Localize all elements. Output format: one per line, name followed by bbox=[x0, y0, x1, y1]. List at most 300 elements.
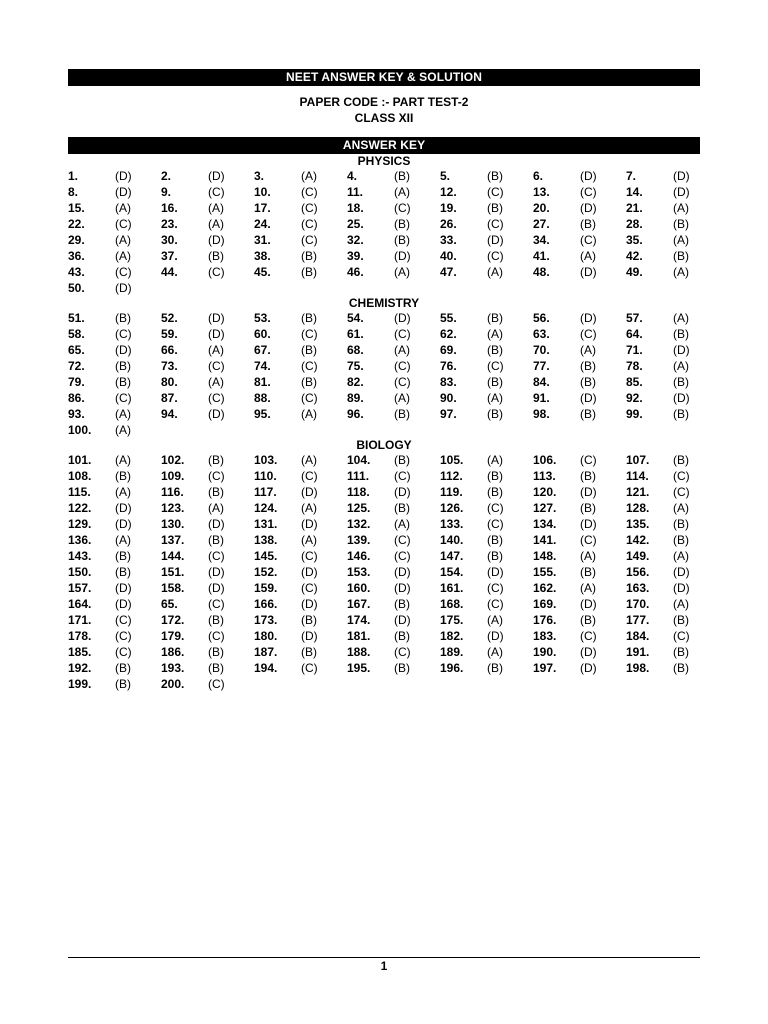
answer-item bbox=[440, 406, 533, 422]
question-number: 14. bbox=[626, 185, 643, 199]
question-number: 182. bbox=[440, 629, 464, 643]
answer-option: (B) bbox=[394, 407, 410, 421]
question-number: 175. bbox=[440, 613, 464, 627]
answer-option: (B) bbox=[673, 517, 689, 531]
question-number: 140. bbox=[440, 533, 464, 547]
question-number: 37. bbox=[161, 249, 178, 263]
question-number: 139. bbox=[347, 533, 371, 547]
answer-item bbox=[347, 468, 440, 484]
question-number: 80. bbox=[161, 375, 178, 389]
answer-item bbox=[161, 358, 254, 374]
question-number: 169. bbox=[533, 597, 557, 611]
answer-item bbox=[68, 326, 161, 342]
answer-option: (A) bbox=[673, 597, 689, 611]
question-number: 124. bbox=[254, 501, 278, 515]
answer-item bbox=[626, 548, 719, 564]
answer-item bbox=[347, 564, 440, 580]
answer-option: (B) bbox=[487, 533, 503, 547]
answer-option: (A) bbox=[208, 501, 224, 515]
answer-option: (B) bbox=[487, 485, 503, 499]
question-number: 167. bbox=[347, 597, 371, 611]
answer-option: (B) bbox=[487, 311, 503, 325]
section-title-biology: BIOLOGY bbox=[356, 438, 412, 452]
answer-option: (B) bbox=[301, 645, 317, 659]
answer-option: (A) bbox=[673, 549, 689, 563]
answer-item bbox=[254, 532, 347, 548]
question-number: 143. bbox=[68, 549, 92, 563]
answer-item bbox=[161, 676, 254, 692]
question-number: 164. bbox=[68, 597, 92, 611]
answer-item bbox=[161, 628, 254, 644]
answer-item bbox=[440, 184, 533, 200]
answer-option: (C) bbox=[208, 549, 225, 563]
answer-option: (D) bbox=[115, 517, 132, 531]
question-number: 112. bbox=[440, 469, 463, 483]
answer-item bbox=[347, 532, 440, 548]
class-label: CLASS XII bbox=[354, 111, 414, 125]
answer-option: (B) bbox=[673, 613, 689, 627]
answer-option: (B) bbox=[580, 565, 596, 579]
question-number: 78. bbox=[626, 359, 643, 373]
answer-option: (B) bbox=[115, 549, 131, 563]
question-number: 41. bbox=[533, 249, 550, 263]
answer-item bbox=[533, 484, 626, 500]
answer-item bbox=[254, 358, 347, 374]
question-number: 99. bbox=[626, 407, 643, 421]
answer-option: (D) bbox=[580, 645, 597, 659]
answer-item bbox=[254, 406, 347, 422]
answer-option: (A) bbox=[115, 201, 131, 215]
answer-option: (D) bbox=[580, 311, 597, 325]
answer-item bbox=[533, 406, 626, 422]
answer-option: (D) bbox=[580, 391, 597, 405]
answer-option: (C) bbox=[115, 327, 132, 341]
answer-option: (B) bbox=[301, 343, 317, 357]
answer-option: (D) bbox=[673, 169, 690, 183]
question-number: 91. bbox=[533, 391, 550, 405]
answer-item bbox=[626, 310, 719, 326]
answer-item bbox=[347, 390, 440, 406]
question-number: 181. bbox=[347, 629, 371, 643]
answer-item bbox=[626, 660, 719, 676]
question-number: 38. bbox=[254, 249, 271, 263]
answer-option: (C) bbox=[208, 265, 225, 279]
answer-item bbox=[68, 612, 161, 628]
answer-option: (A) bbox=[115, 453, 131, 467]
question-number: 161. bbox=[440, 581, 464, 595]
answer-option: (B) bbox=[580, 501, 596, 515]
answer-option: (D) bbox=[487, 233, 504, 247]
question-number: 3. bbox=[254, 169, 265, 183]
answer-option: (C) bbox=[487, 597, 504, 611]
answer-option: (A) bbox=[208, 217, 224, 231]
question-number: 144. bbox=[161, 549, 185, 563]
question-number: 196. bbox=[440, 661, 464, 675]
answer-item bbox=[347, 596, 440, 612]
question-number: 193. bbox=[161, 661, 185, 675]
answer-option: (A) bbox=[673, 501, 689, 515]
answer-option: (A) bbox=[487, 453, 503, 467]
answer-item bbox=[626, 596, 719, 612]
answer-option: (B) bbox=[487, 343, 503, 357]
question-number: 100. bbox=[68, 423, 92, 437]
answer-item bbox=[254, 232, 347, 248]
answer-item bbox=[626, 500, 719, 516]
answer-item bbox=[347, 216, 440, 232]
answer-option: (B) bbox=[208, 485, 224, 499]
answer-item bbox=[533, 390, 626, 406]
answer-item bbox=[533, 264, 626, 280]
answer-option: (D) bbox=[673, 565, 690, 579]
question-number: 151. bbox=[161, 565, 185, 579]
question-number: 126. bbox=[440, 501, 464, 515]
question-number: 2. bbox=[161, 169, 172, 183]
answer-item bbox=[254, 264, 347, 280]
answer-option: (A) bbox=[487, 327, 503, 341]
answer-option: (D) bbox=[580, 661, 597, 675]
question-number: 147. bbox=[440, 549, 464, 563]
question-number: 125. bbox=[347, 501, 371, 515]
question-number: 118. bbox=[347, 485, 370, 499]
answer-option: (C) bbox=[208, 677, 225, 691]
answer-option: (D) bbox=[487, 565, 504, 579]
question-number: 98. bbox=[533, 407, 550, 421]
answer-option: (C) bbox=[580, 629, 597, 643]
question-number: 33. bbox=[440, 233, 457, 247]
answer-option: (C) bbox=[208, 185, 225, 199]
paper-code: PAPER CODE :- PART TEST-2 bbox=[299, 95, 469, 109]
answer-item bbox=[161, 484, 254, 500]
question-number: 64. bbox=[626, 327, 643, 341]
answer-item bbox=[161, 390, 254, 406]
answer-option: (C) bbox=[487, 581, 504, 595]
question-number: 73. bbox=[161, 359, 178, 373]
question-number: 197. bbox=[533, 661, 557, 675]
answer-option: (B) bbox=[673, 375, 689, 389]
question-number: 27. bbox=[533, 217, 550, 231]
answer-option: (A) bbox=[394, 391, 410, 405]
answer-option: (C) bbox=[301, 201, 318, 215]
answer-option: (C) bbox=[487, 359, 504, 373]
question-number: 54. bbox=[347, 311, 364, 325]
answer-item bbox=[440, 484, 533, 500]
answer-item bbox=[254, 390, 347, 406]
question-number: 45. bbox=[254, 265, 271, 279]
answer-option: (B) bbox=[487, 375, 503, 389]
answer-option: (C) bbox=[301, 469, 318, 483]
section-title-physics: PHYSICS bbox=[357, 154, 411, 168]
question-number: 85. bbox=[626, 375, 643, 389]
question-number: 12. bbox=[440, 185, 457, 199]
answer-item bbox=[161, 500, 254, 516]
question-number: 156. bbox=[626, 565, 650, 579]
question-number: 180. bbox=[254, 629, 278, 643]
question-number: 46. bbox=[347, 265, 364, 279]
question-number: 70. bbox=[533, 343, 550, 357]
answer-item bbox=[254, 564, 347, 580]
answer-item bbox=[68, 248, 161, 264]
answer-grid-chemistry bbox=[68, 310, 700, 438]
question-number: 166. bbox=[254, 597, 278, 611]
answer-item bbox=[161, 342, 254, 358]
answer-item bbox=[254, 500, 347, 516]
answer-option: (B) bbox=[115, 677, 131, 691]
answer-option: (B) bbox=[115, 469, 131, 483]
answer-item bbox=[440, 310, 533, 326]
question-number: 25. bbox=[347, 217, 364, 231]
answer-option: (C) bbox=[673, 485, 690, 499]
answer-item bbox=[254, 548, 347, 564]
question-number: 29. bbox=[68, 233, 85, 247]
answer-item bbox=[626, 168, 719, 184]
answer-item bbox=[440, 532, 533, 548]
answer-item bbox=[347, 406, 440, 422]
question-number: 59. bbox=[161, 327, 178, 341]
question-number: 109. bbox=[161, 469, 185, 483]
question-number: 97. bbox=[440, 407, 457, 421]
answer-option: (D) bbox=[580, 201, 597, 215]
answer-option: (A) bbox=[394, 185, 410, 199]
answer-item bbox=[68, 280, 161, 296]
question-number: 62. bbox=[440, 327, 457, 341]
answer-item bbox=[161, 452, 254, 468]
answer-option: (B) bbox=[301, 311, 317, 325]
question-number: 155. bbox=[533, 565, 557, 579]
answer-option: (D) bbox=[301, 517, 318, 531]
answer-item bbox=[626, 468, 719, 484]
answer-item bbox=[533, 184, 626, 200]
answer-item bbox=[440, 374, 533, 390]
answer-option: (C) bbox=[580, 533, 597, 547]
question-number: 149. bbox=[626, 549, 650, 563]
question-number: 65. bbox=[68, 343, 85, 357]
answer-item bbox=[161, 184, 254, 200]
answer-item bbox=[626, 264, 719, 280]
answer-item bbox=[68, 232, 161, 248]
question-number: 96. bbox=[347, 407, 364, 421]
question-number: 9. bbox=[161, 185, 172, 199]
answer-item bbox=[161, 516, 254, 532]
question-number: 52. bbox=[161, 311, 178, 325]
question-number: 51. bbox=[68, 311, 85, 325]
question-number: 58. bbox=[68, 327, 85, 341]
answer-item bbox=[254, 612, 347, 628]
answer-option: (B) bbox=[208, 661, 224, 675]
answer-grid-biology bbox=[68, 452, 700, 692]
answer-item bbox=[626, 342, 719, 358]
answer-option: (A) bbox=[487, 265, 503, 279]
answer-item bbox=[254, 216, 347, 232]
answer-item bbox=[347, 358, 440, 374]
answer-option: (C) bbox=[301, 549, 318, 563]
answer-item bbox=[161, 216, 254, 232]
question-number: 49. bbox=[626, 265, 643, 279]
question-number: 17. bbox=[254, 201, 271, 215]
question-number: 185. bbox=[68, 645, 92, 659]
question-number: 47. bbox=[440, 265, 457, 279]
answer-option: (B) bbox=[394, 169, 410, 183]
answer-item bbox=[161, 310, 254, 326]
answer-option: (C) bbox=[115, 645, 132, 659]
answer-item bbox=[347, 168, 440, 184]
answer-option: (B) bbox=[394, 217, 410, 231]
answer-item bbox=[347, 500, 440, 516]
answer-option: (D) bbox=[487, 629, 504, 643]
answer-option: (D) bbox=[208, 311, 225, 325]
answer-option: (B) bbox=[115, 661, 131, 675]
question-number: 132. bbox=[347, 517, 371, 531]
question-number: 83. bbox=[440, 375, 457, 389]
section-biology bbox=[68, 438, 700, 692]
question-number: 6. bbox=[533, 169, 544, 183]
question-number: 69. bbox=[440, 343, 457, 357]
answer-item bbox=[347, 200, 440, 216]
question-number: 84. bbox=[533, 375, 550, 389]
question-number: 5. bbox=[440, 169, 451, 183]
answer-option: (B) bbox=[580, 375, 596, 389]
answer-item bbox=[347, 628, 440, 644]
question-number: 16. bbox=[161, 201, 178, 215]
answer-item bbox=[347, 484, 440, 500]
answer-item bbox=[68, 184, 161, 200]
answer-option: (A) bbox=[487, 613, 503, 627]
question-number: 142. bbox=[626, 533, 650, 547]
answer-item bbox=[161, 168, 254, 184]
question-number: 68. bbox=[347, 343, 364, 357]
question-number: 105. bbox=[440, 453, 464, 467]
answer-option: (C) bbox=[487, 249, 504, 263]
answer-item bbox=[626, 532, 719, 548]
answer-option: (C) bbox=[487, 217, 504, 231]
answer-option: (D) bbox=[580, 169, 597, 183]
question-number: 48. bbox=[533, 265, 550, 279]
answer-item bbox=[254, 168, 347, 184]
question-number: 53. bbox=[254, 311, 271, 325]
question-number: 39. bbox=[347, 249, 364, 263]
answer-option: (D) bbox=[394, 581, 411, 595]
answer-option: (D) bbox=[208, 327, 225, 341]
question-number: 57. bbox=[626, 311, 643, 325]
question-number: 162. bbox=[533, 581, 557, 595]
question-number: 145. bbox=[254, 549, 278, 563]
answer-option: (A) bbox=[301, 169, 317, 183]
question-number: 107. bbox=[626, 453, 650, 467]
answer-item bbox=[254, 516, 347, 532]
question-number: 190. bbox=[533, 645, 557, 659]
answer-item bbox=[68, 564, 161, 580]
question-number: 90. bbox=[440, 391, 457, 405]
answer-item bbox=[347, 516, 440, 532]
answer-item bbox=[347, 248, 440, 264]
answer-option: (B) bbox=[580, 469, 596, 483]
answer-option: (B) bbox=[487, 169, 503, 183]
answer-option: (D) bbox=[208, 517, 225, 531]
answer-option: (A) bbox=[580, 249, 596, 263]
answer-item bbox=[347, 612, 440, 628]
question-number: 82. bbox=[347, 375, 364, 389]
question-number: 50. bbox=[68, 281, 85, 295]
answer-option: (B) bbox=[673, 407, 689, 421]
answer-item bbox=[68, 676, 161, 692]
answer-item bbox=[440, 644, 533, 660]
answer-option: (C) bbox=[301, 217, 318, 231]
answer-item bbox=[440, 232, 533, 248]
question-number: 187. bbox=[254, 645, 278, 659]
answer-item bbox=[68, 596, 161, 612]
question-number: 95. bbox=[254, 407, 271, 421]
answer-option: (C) bbox=[673, 629, 690, 643]
answer-option: (C) bbox=[208, 359, 225, 373]
section-title-chemistry: CHEMISTRY bbox=[348, 296, 420, 310]
question-number: 184. bbox=[626, 629, 650, 643]
answer-item bbox=[68, 390, 161, 406]
question-number: 146. bbox=[347, 549, 371, 563]
question-number: 42. bbox=[626, 249, 643, 263]
question-number: 93. bbox=[68, 407, 85, 421]
question-number: 102. bbox=[161, 453, 185, 467]
answer-option: (D) bbox=[673, 581, 690, 595]
answer-item bbox=[254, 374, 347, 390]
answer-item bbox=[161, 200, 254, 216]
answer-option: (A) bbox=[394, 343, 410, 357]
answer-option: (D) bbox=[394, 485, 411, 499]
question-number: 129. bbox=[68, 517, 92, 531]
question-number: 158. bbox=[161, 581, 185, 595]
answer-option: (A) bbox=[673, 311, 689, 325]
answer-item bbox=[440, 326, 533, 342]
question-number: 23. bbox=[161, 217, 178, 231]
answer-option: (C) bbox=[301, 359, 318, 373]
question-number: 7. bbox=[626, 169, 637, 183]
answer-item bbox=[533, 548, 626, 564]
answer-option: (C) bbox=[208, 629, 225, 643]
question-number: 34. bbox=[533, 233, 550, 247]
answer-item bbox=[440, 452, 533, 468]
answer-item bbox=[161, 532, 254, 548]
answer-item bbox=[254, 660, 347, 676]
answer-item bbox=[440, 358, 533, 374]
answer-item bbox=[161, 564, 254, 580]
question-number: 174. bbox=[347, 613, 371, 627]
answer-option: (B) bbox=[115, 359, 131, 373]
answer-option: (B) bbox=[673, 661, 689, 675]
answer-option: (B) bbox=[208, 613, 224, 627]
answer-option: (C) bbox=[394, 645, 411, 659]
answer-option: (A) bbox=[115, 485, 131, 499]
answer-item bbox=[68, 644, 161, 660]
question-number: 123. bbox=[161, 501, 185, 515]
question-number: 103. bbox=[254, 453, 278, 467]
answer-item bbox=[347, 452, 440, 468]
answer-item bbox=[440, 264, 533, 280]
question-number: 18. bbox=[347, 201, 364, 215]
answer-option: (C) bbox=[208, 597, 225, 611]
answer-item bbox=[440, 516, 533, 532]
question-number: 173. bbox=[254, 613, 278, 627]
answer-item bbox=[440, 612, 533, 628]
question-number: 10. bbox=[254, 185, 271, 199]
answer-option: (D) bbox=[208, 169, 225, 183]
answer-option: (D) bbox=[301, 485, 318, 499]
question-number: 72. bbox=[68, 359, 85, 373]
question-number: 183. bbox=[533, 629, 557, 643]
answer-item bbox=[626, 612, 719, 628]
question-number: 198. bbox=[626, 661, 650, 675]
answer-item bbox=[161, 644, 254, 660]
answer-item bbox=[68, 516, 161, 532]
answer-option: (D) bbox=[394, 613, 411, 627]
answer-item bbox=[347, 326, 440, 342]
